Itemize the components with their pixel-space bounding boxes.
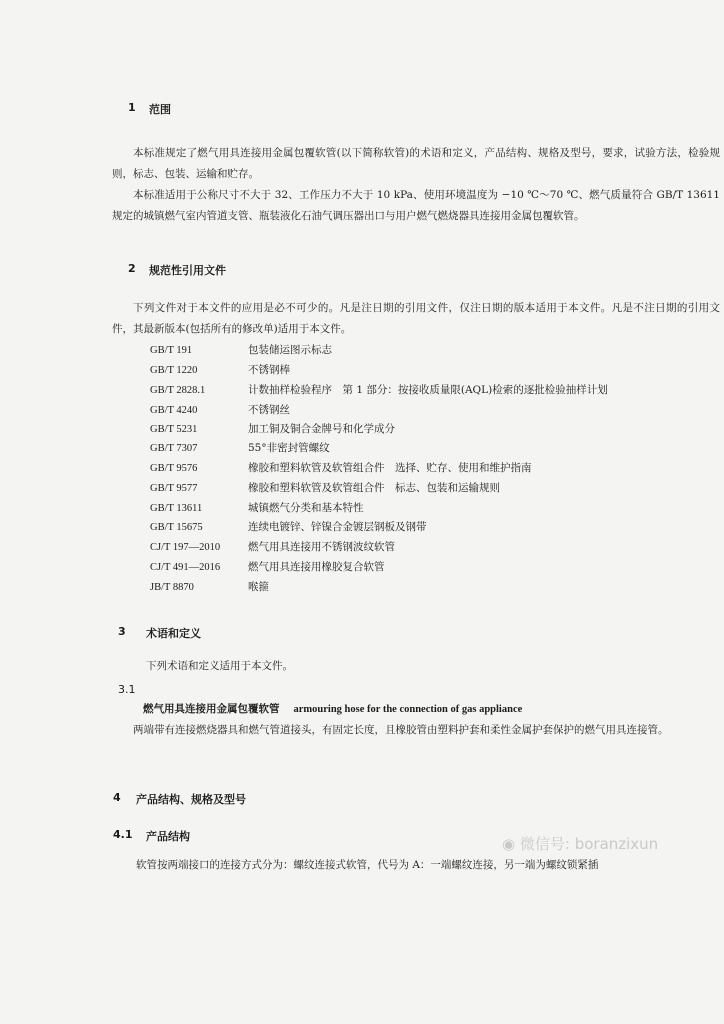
section-3-number: 3	[118, 625, 126, 638]
reference-item	[150, 460, 532, 475]
watermark-text: 微信号: boranzixun	[519, 835, 659, 853]
reference-item	[150, 559, 385, 574]
section-2-number: 2	[128, 262, 136, 275]
reference-code: GB/T 5231	[150, 424, 198, 435]
reference-title: 连续电镀锌、锌镍合金镀层钢板及钢带	[248, 521, 427, 533]
reference-title: 燃气用具连接用不锈钢波纹软管	[248, 541, 395, 553]
term-heading	[143, 699, 522, 720]
section-1-title: 范围	[149, 103, 171, 116]
reference-title: 城镇燃气分类和基本特性	[248, 502, 364, 514]
reference-code: GB/T 7307	[150, 443, 198, 454]
reference-title: 计数抽样检验程序 第 1 部分：按接收质量限(AQL)检索的逐批检验抽样计划	[248, 384, 608, 396]
reference-item	[150, 440, 330, 455]
section-2-intro: 下列文件对于本文件的应用是必不可少的。凡是注日期的引用文件，仅注日期的版本适用于本文件。凡是不注日期的引用文件，其最新版本(包括所有的修改单)适用于本文件。	[112, 302, 720, 335]
reference-code: GB/T 4240	[150, 405, 198, 416]
reference-code: CJ/T 491—2016	[150, 562, 221, 573]
section-4-1-paragraph: 软管按两端接口的连接方式分为：螺纹连接式软管，代号为 A：一端螺纹连接，另一端为螺纹锁紧插	[136, 859, 599, 871]
section-1-paragraph-2: 本标准适用于公称尺寸不大于 32、工作压力不大于 10 kPa、使用环境温度为 −10 ℃～70 ℃、燃气质量符合 GB/T 13611 规定的城镇燃气室内管道支管、瓶装液化石油气调压器出口与用户燃气燃烧器具连接用金属包覆软管。	[112, 189, 720, 222]
reference-item	[150, 579, 269, 594]
reference-title: 橡胶和塑料软管及软管组合件 标志、包装和运输规则	[248, 482, 500, 494]
reference-title: 包装储运图示标志	[248, 344, 332, 356]
reference-title: 加工铜及铜合金牌号和化学成分	[248, 423, 395, 435]
term-number: 3.1	[118, 683, 136, 696]
wechat-watermark	[502, 833, 658, 854]
reference-item	[150, 500, 364, 515]
reference-item	[150, 539, 395, 554]
reference-code: CJ/T 197—2010	[150, 542, 221, 553]
reference-item	[150, 342, 332, 357]
section-1-number: 1	[128, 101, 136, 114]
reference-title: 55°非密封管螺纹	[248, 442, 330, 454]
reference-item	[150, 362, 290, 377]
section-4-number: 4	[113, 791, 121, 804]
reference-code: GB/T 191	[150, 345, 193, 356]
reference-code: GB/T 13611	[150, 503, 203, 514]
reference-item	[150, 402, 290, 417]
term-definition: 两端带有连接燃烧器具和燃气管道接头，有固定长度，且橡胶管由塑料护套和柔性金属护套保护的燃气用具连接管。	[133, 724, 669, 736]
reference-item	[150, 480, 500, 495]
reference-code: GB/T 9577	[150, 483, 198, 494]
section-4-title: 产品结构、规格及型号	[136, 793, 246, 806]
reference-title: 燃气用具连接用橡胶复合软管	[248, 561, 385, 573]
reference-code: GB/T 2828.1	[150, 385, 206, 396]
section-3-intro: 下列术语和定义适用于本文件。	[146, 660, 293, 672]
wechat-icon: ◉	[502, 835, 516, 853]
section-3-title: 术语和定义	[146, 627, 201, 640]
reference-title: 不锈钢棒	[248, 364, 290, 376]
reference-item	[150, 519, 427, 534]
reference-code: JB/T 8870	[150, 582, 194, 593]
reference-item	[150, 382, 608, 397]
term-chinese: 燃气用具连接用金属包覆软管	[143, 703, 280, 715]
reference-title: 喉箍	[248, 581, 269, 593]
section-4-1-number: 4.1	[113, 828, 133, 841]
section-4-1-title: 产品结构	[146, 830, 190, 843]
reference-code: GB/T 9576	[150, 463, 198, 474]
reference-title: 不锈钢丝	[248, 404, 290, 416]
reference-code: GB/T 15675	[150, 522, 203, 533]
section-1-paragraph-1: 本标准规定了燃气用具连接用金属包覆软管(以下简称软管)的术语和定义，产品结构、规格及型号，要求，试验方法，检验规则，标志、包装、运输和贮存。	[112, 147, 720, 180]
section-2-title: 规范性引用文件	[149, 264, 226, 277]
reference-item	[150, 421, 395, 436]
reference-code: GB/T 1220	[150, 365, 198, 376]
term-english: armouring hose for the connection of gas appliance	[293, 704, 523, 715]
reference-title: 橡胶和塑料软管及软管组合件 选择、贮存、使用和维护指南	[248, 462, 532, 474]
